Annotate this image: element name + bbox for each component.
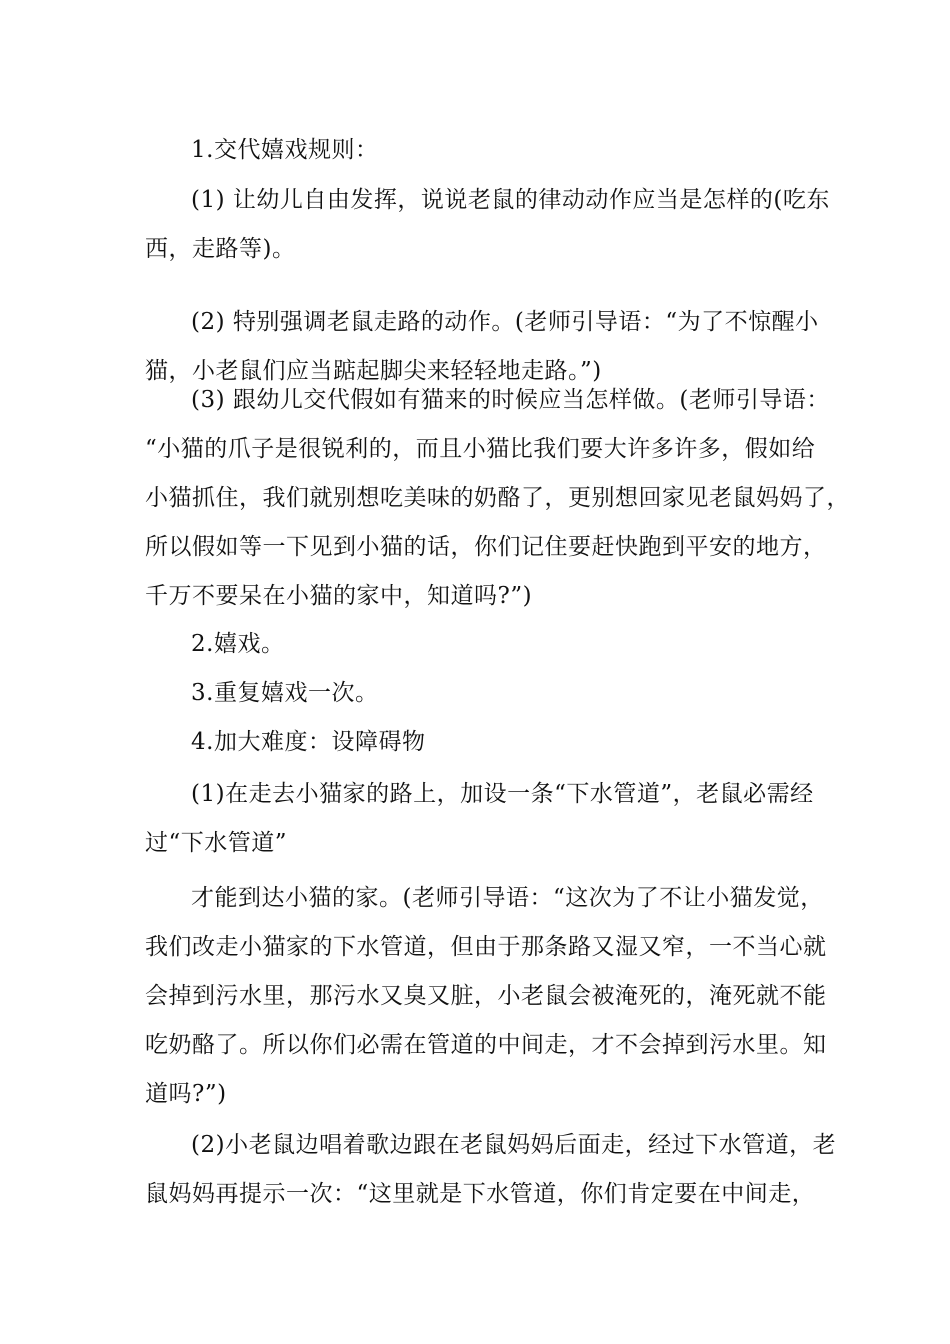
paragraph-line: 我们改走小猫家的下水管道，但由于那条路又湿又窄，一不当心就 <box>145 934 827 960</box>
paragraph-line: 1.交代嬉戏规则： <box>191 137 379 163</box>
paragraph-line: 千万不要呆在小猫的家中，知道吗?”) <box>145 583 533 609</box>
paragraph-line: 会掉到污水里，那污水又臭又脏，小老鼠会被淹死的，淹死就不能 <box>145 983 827 1009</box>
paragraph-obstacle-1-continued <box>145 874 827 1119</box>
paragraph-line: (1) 让幼儿自由发挥，说说老鼠的律动动作应当是怎样的(吃东 <box>191 187 830 213</box>
paragraph-line: 4.加大难度：设障碍物 <box>191 729 426 755</box>
paragraph-line: 鼠妈妈再提示一次：“这里就是下水管道，你们肯定要在中间走， <box>145 1181 816 1207</box>
paragraph-obstacle-1 <box>145 770 815 868</box>
paragraph-line: (3) 跟幼儿交代假如有猫来的时候应当怎样做。(老师引导语： <box>191 387 830 413</box>
paragraph-line: 过“下水管道” <box>145 830 288 856</box>
paragraph-line: 小猫抓住，我们就别想吃美味的奶酪了，更别想回家见老鼠妈妈了， <box>145 485 850 511</box>
paragraph-line: (2)小老鼠边唱着歌边跟在老鼠妈妈后面走，经过下水管道，老 <box>191 1132 837 1158</box>
paragraph-obstacle-2 <box>145 1121 837 1219</box>
paragraph-line: 猫，小老鼠们应当踮起脚尖来轻轻地走路。”) <box>145 358 602 384</box>
paragraph-game <box>145 620 815 669</box>
paragraph-line: 吃奶酪了。所以你们必需在管道的中间走，才不会掉到污水里。知 <box>145 1032 827 1058</box>
paragraph-line: 3.重复嬉戏一次。 <box>191 680 379 706</box>
paragraph-step-1 <box>145 176 830 274</box>
paragraph-step-3 <box>145 376 850 621</box>
paragraph-line: 2.嬉戏。 <box>191 631 285 657</box>
paragraph-line: (2) 特别强调老鼠走路的动作。(老师引导语：“为了不惊醒小 <box>191 309 819 335</box>
paragraph-increase-difficulty <box>145 718 815 767</box>
paragraph-line: 才能到达小猫的家。(老师引导语：“这次为了不让小猫发觉， <box>191 885 824 911</box>
paragraph-line: 道吗?”) <box>145 1081 227 1107</box>
paragraph-line: 西，走路等)。 <box>145 236 296 262</box>
paragraph-rules-heading <box>145 126 815 175</box>
paragraph-line: “小猫的爪子是很锐利的，而且小猫比我们要大许多许多，假如给 <box>145 436 816 462</box>
paragraph-repeat-game <box>145 669 815 718</box>
paragraph-line: 所以假如等一下见到小猫的话，你们记住要赶快跑到平安的地方， <box>145 534 827 560</box>
paragraph-line: (1)在走去小猫家的路上，加设一条“下水管道”，老鼠必需经 <box>191 781 814 807</box>
